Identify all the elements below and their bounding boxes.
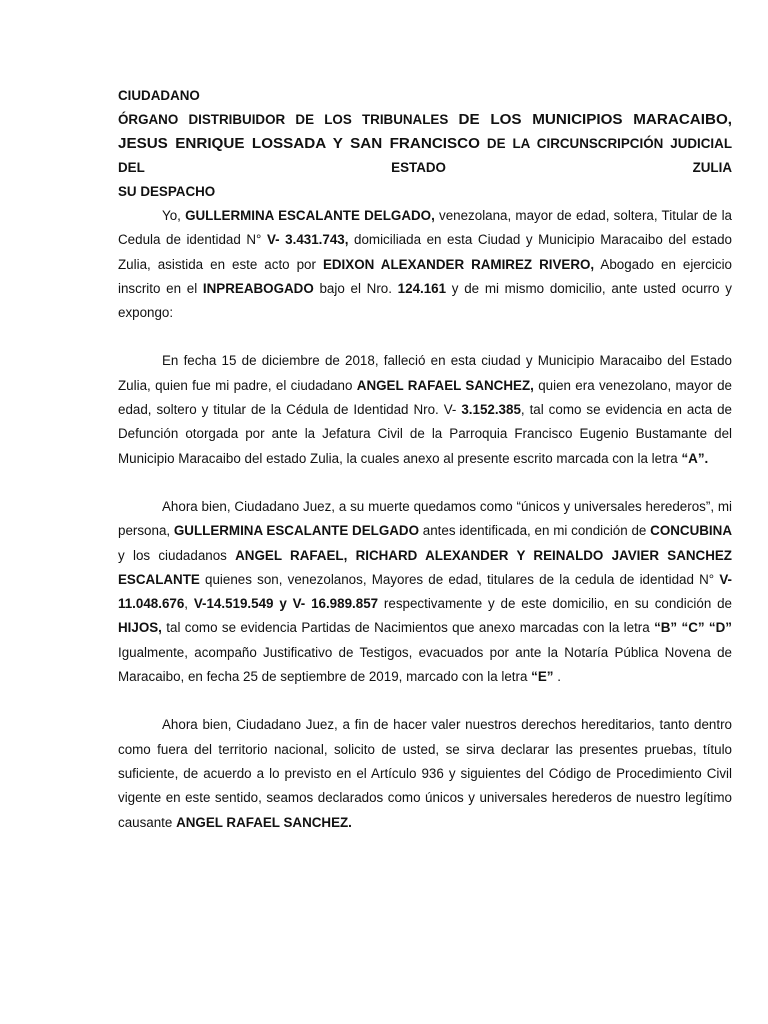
bold-text: V-14.519.549 y V- 16.989.857 — [193, 596, 379, 612]
bold-text: EDIXON ALEXANDER RAMIREZ RIVERO, — [322, 256, 595, 272]
municipalities: DE LOS MUNICIPIOS MARACAIBO, JESUS ENRIQUE LOSSADA Y SAN FRANCISCO — [118, 111, 732, 152]
circumscription: DE LA CIRCUNSCRIPCIÓN JUDICIAL DEL ESTADO ZULIA — [118, 136, 732, 175]
text: Ahora bien, Ciudadano Juez, a fin de hacer valer nuestros derechos hereditarios, tanto dentro como fuera del territorio nacional, solicito de usted, se sirva declarar las presentes pruebas, título suficiente, de acuerdo a lo previsto en el Artículo 936 y siguientes del Código de Procedimiento Civil vigente en este sentido, seamos declarados como únicos y universales herederos de nuestro legítimo causante — [118, 717, 732, 830]
addressee-organ — [118, 108, 732, 180]
bold-text: ANGEL RAFAEL SANCHEZ, — [356, 377, 534, 393]
paragraph-heirs — [118, 495, 732, 689]
bold-text: V- 11.048.676 — [118, 571, 732, 612]
text: , — [184, 596, 194, 612]
text: Igualmente, acompaño Justificativo de Testigos, evacuados por ante la Notaría Pública Novena de Maracaibo, en fecha 25 de septiembre de 2019, marcado con la letra — [118, 644, 732, 685]
paragraph-death — [118, 349, 732, 470]
bold-text: INPREABOGADO — [202, 280, 314, 296]
text: venezolana, mayor de edad, soltera, Titular de la Cedula de identidad N° — [118, 208, 733, 248]
text: y los ciudadanos — [118, 547, 236, 563]
text: quien era venezolano, mayor de edad, soltero y titular de la Cédula de Identidad Nro. V- — [118, 377, 732, 418]
bold-text: CONCUBINA — [650, 523, 732, 539]
bold-text: HIJOS, — [118, 620, 162, 636]
organ-name: ÓRGANO DISTRIBUIDOR DE LOS TRIBUNALES — [118, 112, 449, 127]
addressee-organ-text — [118, 108, 732, 180]
text: . — [553, 669, 561, 685]
bold-text: GULLERMINA ESCALANTE DELGADO, — [185, 208, 435, 223]
bold-text: 3.152.385 — [461, 402, 521, 418]
bold-text: “E” — [531, 669, 554, 685]
bold-text: 124.161 — [397, 280, 447, 296]
text: domiciliada en esta Ciudad y Municipio Maracaibo del estado Zulia, asistida en este acto por — [118, 232, 732, 272]
bold-text: GULLERMINA ESCALANTE DELGADO — [173, 523, 419, 539]
text: Yo, — [162, 208, 186, 223]
bold-text: “A”. — [681, 450, 709, 466]
text: y de mi mismo domicilio, ante usted ocurro y expongo: — [118, 280, 732, 321]
text: En fecha 15 de diciembre de 2018, falleció en esta ciudad y Municipio Maracaibo del Estado Zulia, quien fue mi padre, el ciudadano — [118, 353, 732, 393]
text: quienes son, venezolanos, Mayores de edad, titulares de la cedula de identidad N° — [199, 571, 720, 587]
paragraph-introduction — [118, 204, 732, 325]
paragraph-request — [118, 713, 732, 834]
bold-text: “B” “C” “D” — [654, 620, 732, 636]
text: bajo el Nro. — [313, 280, 398, 296]
bold-text: ANGEL RAFAEL SANCHEZ. — [176, 814, 352, 830]
su-despacho: SU DESPACHO — [118, 184, 216, 199]
bold-text: V- 3.431.743, — [266, 232, 349, 248]
text: respectivamente y de este domicilio, en su condición de — [378, 596, 732, 612]
text: tal como se evidencia Partidas de Nacimientos que anexo marcadas con la letra — [161, 620, 655, 636]
text: Abogado en ejercicio inscrito en el — [118, 256, 732, 296]
bold-text: ANGEL RAFAEL, RICHARD ALEXANDER Y REINALDO JAVIER SANCHEZ ESCALANTE — [118, 547, 732, 587]
addressee-line: CIUDADANO — [118, 88, 200, 103]
text: antes identificada, en mi condición de — [419, 523, 651, 539]
text: , tal como se evidencia en acta de Defunción otorgada por ante la Jefatura Civil de la Parroquia Francisco Eugenio Bustamante del Municipio Maracaibo del estado Zulia, la cuales anexo al presente escrito marcada con la letra — [118, 402, 733, 466]
text: Ahora bien, Ciudadano Juez, a su muerte quedamos como “únicos y universales herederos”, mi persona, — [118, 498, 732, 539]
